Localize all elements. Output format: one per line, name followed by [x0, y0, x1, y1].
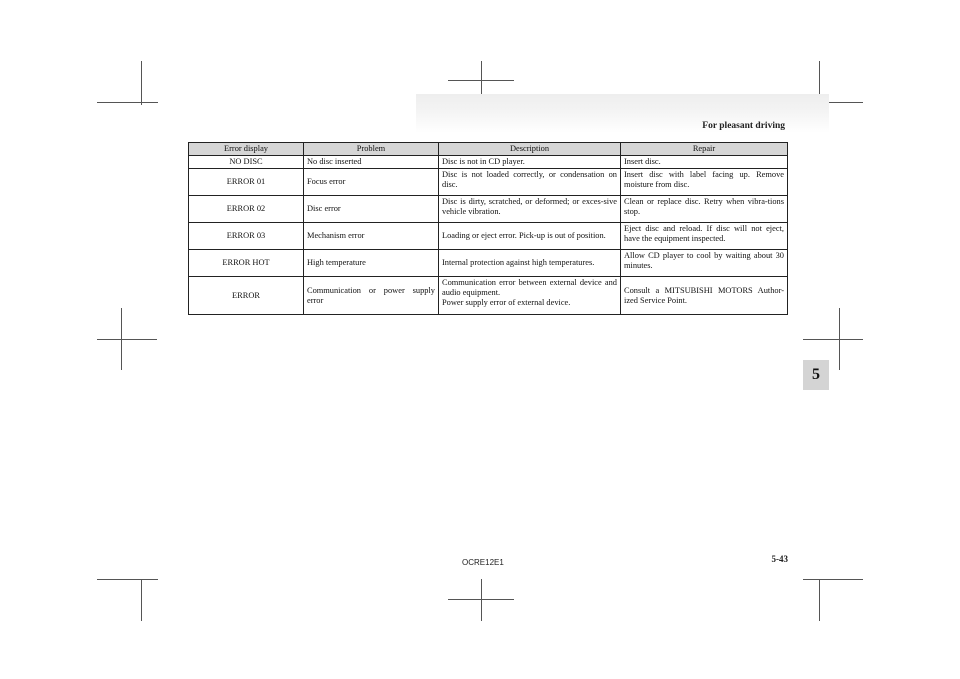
crop-mark [819, 579, 820, 621]
column-header: Error display [189, 143, 304, 156]
table-row [189, 196, 788, 223]
description-line: Communication error between external device and audio equipment. [442, 278, 617, 297]
description-cell [439, 223, 621, 250]
problem-cell: Focus error [304, 169, 439, 196]
error-display-cell: NO DISC [189, 156, 304, 169]
column-header: Problem [304, 143, 439, 156]
crop-mark [141, 579, 142, 621]
section-tab: 5 [803, 360, 829, 390]
error-display-cell: ERROR [189, 277, 304, 315]
error-display-cell: ERROR HOT [189, 250, 304, 277]
crop-mark [97, 102, 158, 103]
crop-mark [448, 80, 514, 81]
crop-mark [97, 339, 157, 340]
repair-line: Insert disc with label facing up. Remove moisture from disc. [624, 170, 784, 189]
problem-cell: Communication or power supply error [304, 277, 439, 315]
table-row [189, 223, 788, 250]
crop-mark [803, 339, 863, 340]
page-header-title: For pleasant driving [702, 121, 785, 131]
crop-mark [97, 579, 158, 580]
error-display-cell: ERROR 03 [189, 223, 304, 250]
description-line: Disc is not in CD player. [442, 157, 525, 166]
repair-line: Allow CD player to cool by waiting about 30 minutes. [624, 251, 784, 270]
repair-line: Clean or replace disc. Retry when vibra-tions stop. [624, 197, 784, 216]
crop-mark [803, 579, 863, 580]
description-cell [439, 156, 621, 169]
repair-line: Consult a MITSUBISHI MOTORS Author-ized Service Point. [624, 285, 784, 305]
description-line: Loading or eject error. Pick-up is out of position. [442, 231, 606, 240]
description-cell [439, 277, 621, 315]
table-row [189, 156, 788, 169]
description-line: Disc is dirty, scratched, or deformed; or exces-sive vehicle vibration. [442, 197, 617, 216]
repair-cell [621, 223, 788, 250]
error-table [188, 142, 788, 315]
table-row [189, 277, 788, 315]
error-display-cell: ERROR 01 [189, 169, 304, 196]
description-line: Internal protection against high temperatures. [442, 258, 595, 267]
description-line: Disc is not loaded correctly, or condensation on disc. [442, 170, 617, 189]
table-row [189, 169, 788, 196]
description-cell [439, 169, 621, 196]
repair-line: Eject disc and reload. If disc will not eject, have the equipment inspected. [624, 224, 784, 243]
problem-cell: High temperature [304, 250, 439, 277]
table-row [189, 250, 788, 277]
document-code: OCRE12E1 [462, 558, 504, 567]
column-header: Repair [621, 143, 788, 156]
description-cell [439, 250, 621, 277]
crop-mark [141, 61, 142, 105]
repair-line: Insert disc. [624, 157, 661, 166]
error-display-cell: ERROR 02 [189, 196, 304, 223]
column-header: Description [439, 143, 621, 156]
repair-cell [621, 156, 788, 169]
problem-cell: No disc inserted [304, 156, 439, 169]
table-header-row [189, 143, 788, 156]
crop-mark [448, 599, 514, 600]
repair-cell [621, 250, 788, 277]
repair-cell [621, 169, 788, 196]
description-line: Power supply error of external device. [442, 298, 571, 307]
repair-cell [621, 277, 788, 315]
crop-mark [481, 579, 482, 621]
description-cell [439, 196, 621, 223]
repair-cell [621, 196, 788, 223]
problem-cell: Disc error [304, 196, 439, 223]
problem-cell: Mechanism error [304, 223, 439, 250]
page-number: 5-43 [771, 554, 788, 564]
